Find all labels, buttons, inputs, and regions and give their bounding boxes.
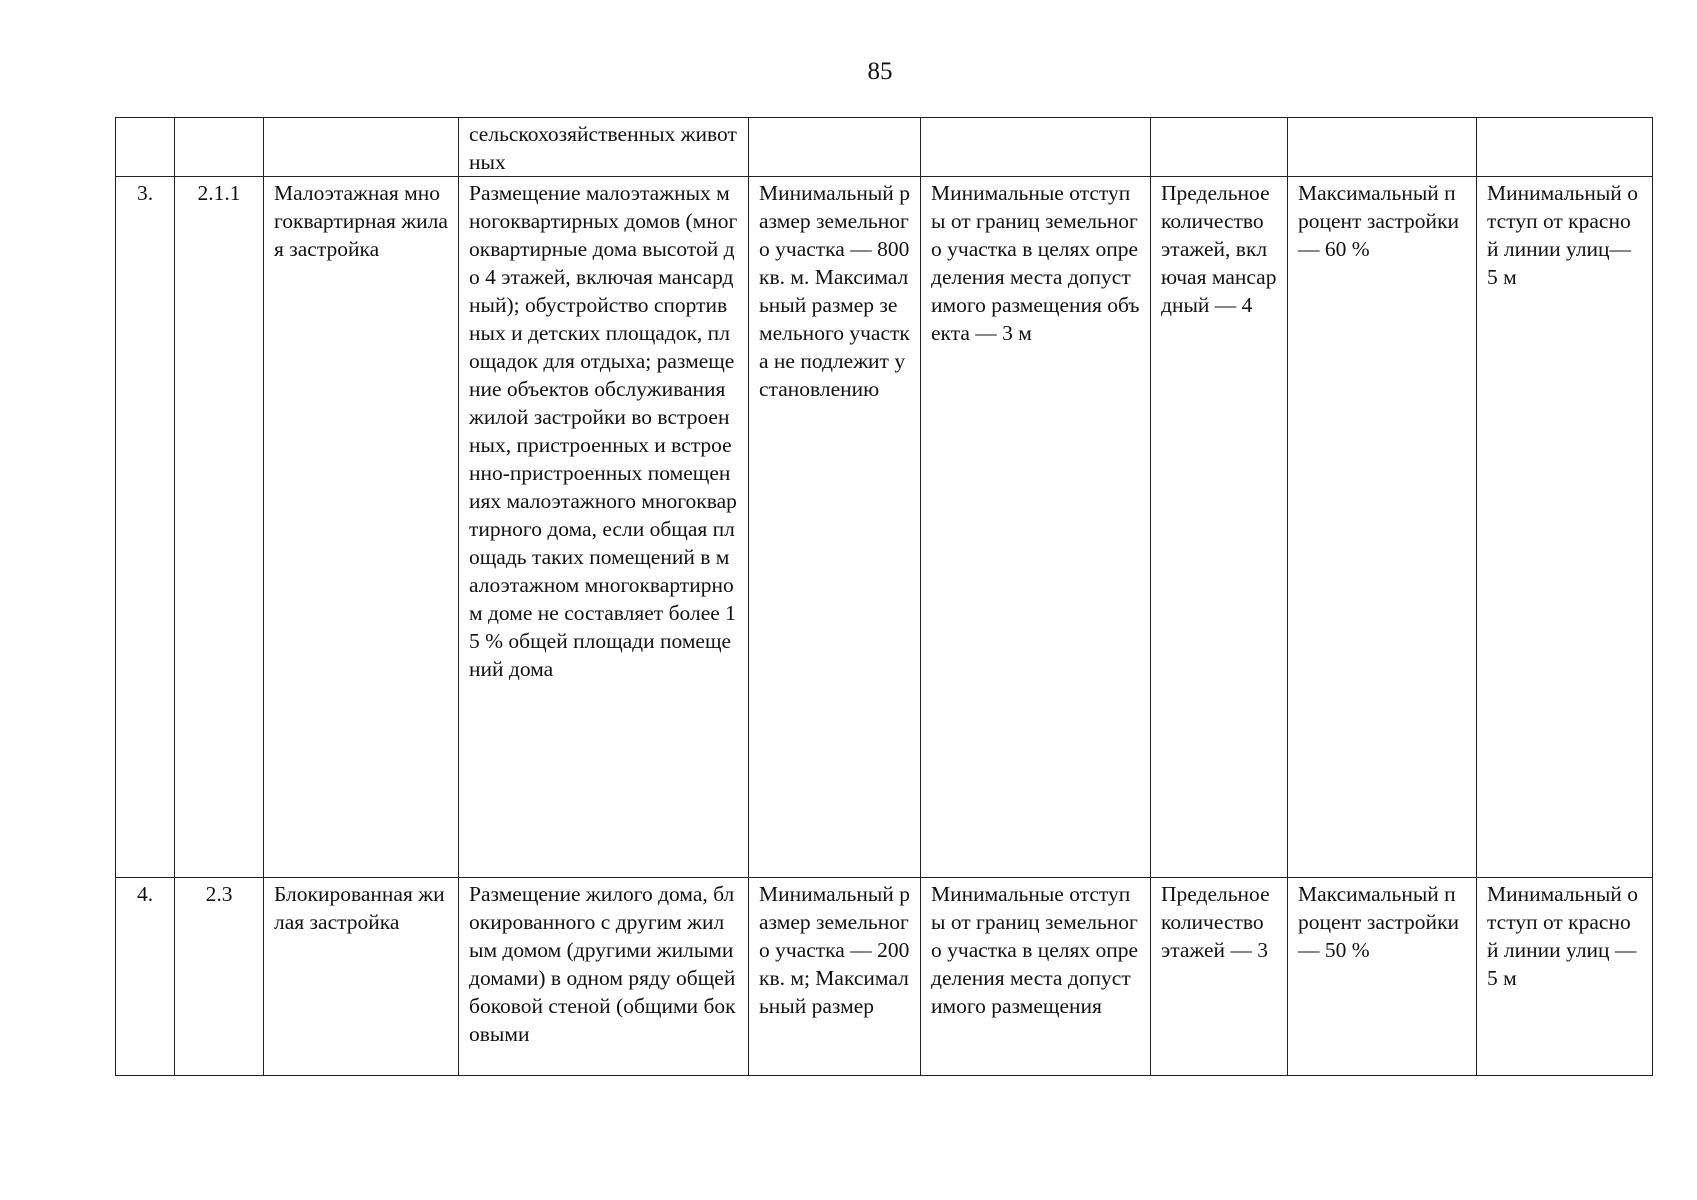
use-code-cell: 2.1.1 bbox=[175, 177, 264, 878]
description-cell: сельскохозяйственных животных bbox=[459, 118, 749, 177]
red-line-cell: Минимальный отступ от красной линии улиц— 5 м bbox=[1477, 177, 1653, 878]
page-number: 85 bbox=[867, 58, 893, 85]
table-row bbox=[116, 118, 1653, 177]
setbacks-cell: Минимальные отступы от границ земельного участка в целях определения места допустимого размещения bbox=[921, 878, 1151, 1076]
use-name-cell bbox=[264, 118, 459, 177]
floors-cell bbox=[1151, 118, 1288, 177]
row-number-cell bbox=[116, 118, 175, 177]
use-code-cell: 2.3 bbox=[175, 878, 264, 1076]
row-number-cell: 3. bbox=[116, 177, 175, 878]
use-name-cell: Блокированная жилая застройка bbox=[264, 878, 459, 1076]
table-row bbox=[116, 878, 1653, 1076]
coverage-cell: Максимальный процент застройки — 50 % bbox=[1288, 878, 1477, 1076]
coverage-cell: Максимальный процент застройки — 60 % bbox=[1288, 177, 1477, 878]
red-line-cell bbox=[1477, 118, 1653, 177]
table-row bbox=[116, 177, 1653, 878]
floors-cell: Предельное количество этажей, включая мансардный — 4 bbox=[1151, 177, 1288, 878]
plot-size-cell: Минимальный размер земельного участка — 800 кв. м. Максимальный размер земельного участка не подлежит установлению bbox=[749, 177, 921, 878]
floors-cell: Предельное количество этажей — 3 bbox=[1151, 878, 1288, 1076]
description-cell: Размещение малоэтажных многоквартирных домов (многоквартирные дома высотой до 4 этажей, включая мансардный); обустройство спортивных и детских площадок, площадок для отдыха; размещение объектов обслуживания жилой застройки во встроенных, пристроенных и встроенно-пристроенных помещениях малоэтажного многоквартирного дома, если общая площадь таких помещений в малоэтажном многоквартирном доме не составляет более 15 % общей площади помещений дома bbox=[459, 177, 749, 878]
use-code-cell bbox=[175, 118, 264, 177]
regulations-table bbox=[115, 117, 1653, 1076]
setbacks-cell: Минимальные отступы от границ земельного участка в целях определения места допустимого размещения объекта — 3 м bbox=[921, 177, 1151, 878]
red-line-cell: Минимальный отступ от красной линии улиц — 5 м bbox=[1477, 878, 1653, 1076]
row-number-cell: 4. bbox=[116, 878, 175, 1076]
plot-size-cell bbox=[749, 118, 921, 177]
setbacks-cell bbox=[921, 118, 1151, 177]
use-name-cell: Малоэтажная многоквартирная жилая застройка bbox=[264, 177, 459, 878]
plot-size-cell: Минимальный размер земельного участка — 200 кв. м; Максимальный размер bbox=[749, 878, 921, 1076]
description-cell: Размещение жилого дома, блокированного с другим жилым домом (другими жилыми домами) в одном ряду общей боковой стеной (общими боковыми bbox=[459, 878, 749, 1076]
coverage-cell bbox=[1288, 118, 1477, 177]
